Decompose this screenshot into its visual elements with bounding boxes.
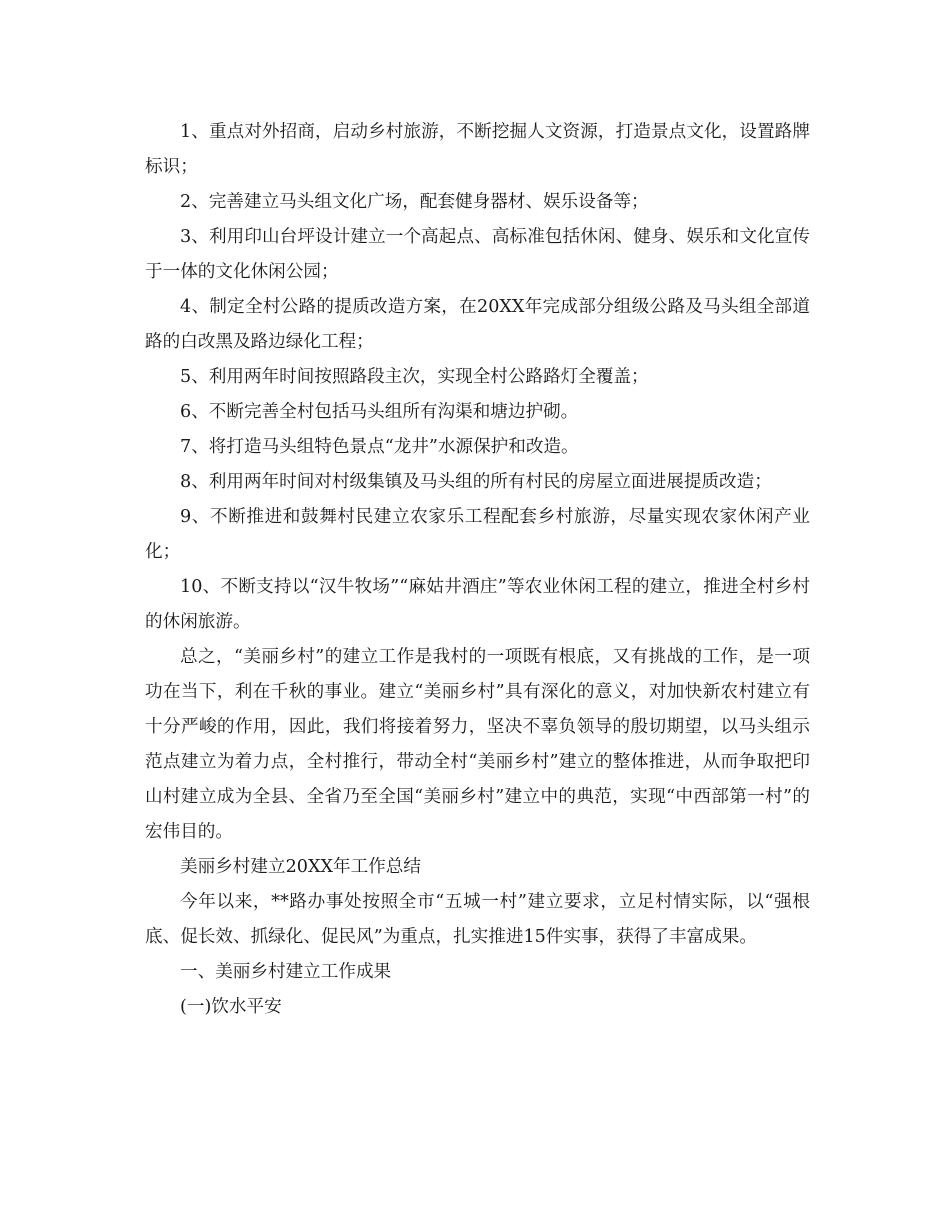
paragraph-item-10: 10、不断支持以“汉牛牧场”“麻姑井酒庄”等农业休闲工程的建立，推进全村乡村的休闲旅游。 xyxy=(145,577,810,632)
summary-title: 美丽乡村建立20XX年工作总结 xyxy=(180,857,421,877)
document-body xyxy=(145,115,810,1025)
paragraph-item-5: 5、利用两年时间按照路段主次，实现全村公路路灯全覆盖； xyxy=(180,367,649,387)
paragraph-item-3: 3、利用印山台坪设计建立一个高起点、高标准包括休闲、健身、娱乐和文化宣传于一体的文化休闲公园； xyxy=(145,227,810,282)
subsection-heading: (一)饮水平安 xyxy=(180,997,282,1017)
paragraph-item-1: 1、重点对外招商，启动乡村旅游，不断挖掘人文资源，打造景点文化，设置路牌标识； xyxy=(145,122,810,177)
summary-intro-paragraph: 今年以来，**路办事处按照全市“五城一村”建立要求，立足村情实际，以“强根底、促长效、抓绿化、促民风”为重点，扎实推进15件实事，获得了丰富成果。 xyxy=(145,892,810,947)
paragraph-item-2: 2、完善建立马头组文化广场，配套健身器材、娱乐设备等； xyxy=(180,192,649,212)
paragraph-item-8: 8、利用两年时间对村级集镇及马头组的所有村民的房屋立面进展提质改造； xyxy=(180,472,772,492)
paragraph-item-6: 6、不断完善全村包括马头组所有沟渠和塘边护砌。 xyxy=(180,402,579,422)
paragraph-item-9: 9、不断推进和鼓舞村民建立农家乐工程配套乡村旅游，尽量实现农家休闲产业化； xyxy=(145,507,810,562)
paragraph-item-4: 4、制定全村公路的提质改造方案，在20XX年完成部分组级公路及马头组全部道路的白改黑及路边绿化工程； xyxy=(145,297,810,352)
section-heading: 一、美丽乡村建立工作成果 xyxy=(180,962,392,982)
conclusion-paragraph: 总之，“美丽乡村”的建立工作是我村的一项既有根底，又有挑战的工作，是一项功在当下，利在千秋的事业。建立“美丽乡村”具有深化的意义，对加快新农村建立有十分严峻的作用，因此，我们将接着努力，坚决不辜负领导的殷切期望，以马头组示范点建立为着力点，全村推行，带动全村“美丽乡村”建立的整体推进，从而争取把印山村建立成为全县、全省乃至全国“美丽乡村”建立中的典范，实现“中西部第一村”的宏伟目的。 xyxy=(145,647,810,842)
paragraph-item-7: 7、将打造马头组特色景点“龙井”水源保护和改造。 xyxy=(180,437,579,457)
